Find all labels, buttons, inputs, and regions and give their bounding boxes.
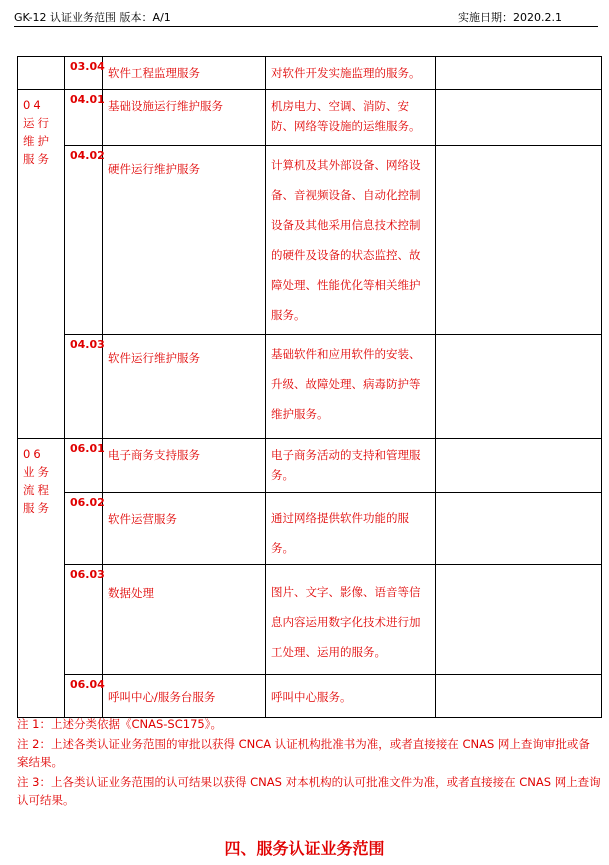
desc-cell: 机房电力、空调、消防、安防、网络等设施的运维服务。 [266,90,436,146]
extra-cell [436,439,602,493]
name-cell: 软件工程监理服务 [103,57,266,90]
table-row [18,146,602,335]
scope-table [17,56,602,718]
desc-cell: 电子商务活动的支持和管理服务。 [266,439,436,493]
extra-cell [436,493,602,565]
note-2: 注 2：上述各类认证业务范围的审批以获得 CNCA 认证机构批准书为准，或者直接接在 CNAS 网上查询审批或备案结果。 [17,737,590,769]
extra-cell [436,675,602,718]
name-cell: 硬件运行维护服务 [103,146,266,335]
name-cell: 基础设施运行维护服务 [103,90,266,146]
category-cell: 04 运行维护服务 [18,90,65,439]
table-row [18,439,602,493]
code-cell: 06.01 [65,439,103,493]
name-cell: 电子商务支持服务 [103,439,266,493]
table-row [18,493,602,565]
extra-cell [436,57,602,90]
category-cell [18,57,65,90]
desc-cell: 图片、文字、影像、语音等信息内容运用数字化技术进行加工处理、运用的服务。 [266,565,436,675]
desc-cell: 呼叫中心服务。 [266,675,436,718]
desc-cell: 对软件开发实施监理的服务。 [266,57,436,90]
table-row [18,335,602,439]
page-header [14,6,598,27]
name-cell: 软件运行维护服务 [103,335,266,439]
category-cell: 06 业务流程服务 [18,439,65,718]
document-id: GK-12 认证业务范围 版本：A/1 [14,11,171,24]
note-3: 注 3：上各类认证业务范围的认可结果以获得 CNAS 对本机构的认可批准文件为准，或者直接接在 CNAS 网上查询认可结果。 [17,775,601,807]
extra-cell [436,90,602,146]
desc-cell: 计算机及其外部设备、网络设备、音视频设备、自动化控制设备及其他采用信息技术控制的硬件及设备的状态监控、故障处理、性能优化等相关维护服务。 [266,146,436,335]
table-row [18,90,602,146]
extra-cell [436,565,602,675]
code-cell: 04.03 [65,335,103,439]
code-cell: 03.04 [65,57,103,90]
table-row [18,675,602,718]
desc-cell: 通过网络提供软件功能的服务。 [266,493,436,565]
code-cell: 06.02 [65,493,103,565]
extra-cell [436,335,602,439]
code-cell: 04.02 [65,146,103,335]
notes [17,715,601,811]
code-cell: 06.04 [65,675,103,718]
section-title: 四、服务认证业务范围 [224,839,385,858]
name-cell: 软件运营服务 [103,493,266,565]
code-cell: 06.03 [65,565,103,675]
table-row [18,565,602,675]
note-1: 注 1：上述分类依据《CNAS-SC175》。 [17,717,222,731]
name-cell: 呼叫中心/服务台服务 [103,675,266,718]
name-cell: 数据处理 [103,565,266,675]
desc-cell: 基础软件和应用软件的安装、升级、故障处理、病毒防护等维护服务。 [266,335,436,439]
code-cell: 04.01 [65,90,103,146]
effective-date: 实施日期：2020.2.1 [458,11,562,24]
table-row [18,57,602,90]
extra-cell [436,146,602,335]
